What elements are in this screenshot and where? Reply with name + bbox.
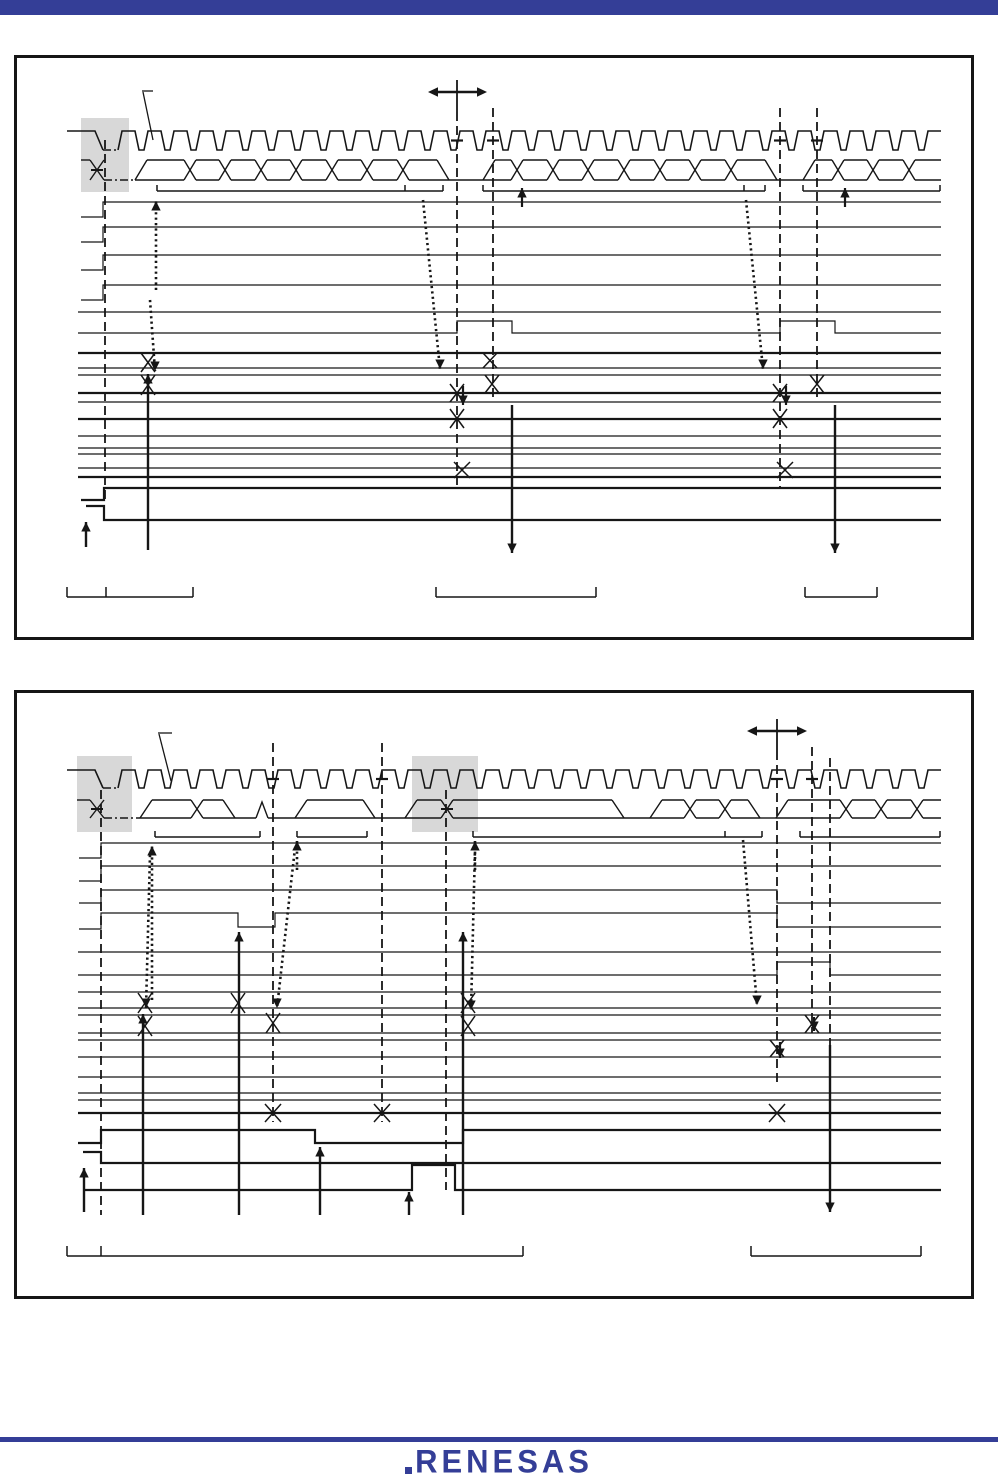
signal-rows bbox=[78, 202, 941, 520]
renesas-logo bbox=[405, 1443, 593, 1480]
highlight-boxes bbox=[77, 756, 478, 832]
transition-marks bbox=[141, 353, 824, 478]
logo-text: RENESAS bbox=[415, 1443, 593, 1480]
reference-lines bbox=[105, 108, 817, 500]
footer-rule bbox=[0, 1437, 998, 1442]
measurement-brackets bbox=[67, 185, 940, 597]
diagram-border bbox=[16, 57, 973, 639]
clock-period-span-arrow bbox=[428, 80, 487, 112]
event-arrows bbox=[81, 188, 849, 553]
lower-timing-diagram bbox=[14, 690, 974, 1299]
logo-square-dot-icon bbox=[405, 1467, 412, 1474]
callout-line bbox=[158, 733, 172, 781]
clock-waveform bbox=[67, 131, 941, 150]
page-header-bar bbox=[0, 0, 998, 15]
measurement-brackets bbox=[67, 831, 940, 1256]
footer bbox=[0, 1443, 998, 1480]
upper-timing-diagram bbox=[14, 55, 974, 640]
bus-waveform bbox=[81, 160, 941, 180]
clock-period-span-arrow bbox=[747, 719, 807, 751]
clock-waveform bbox=[67, 770, 941, 788]
